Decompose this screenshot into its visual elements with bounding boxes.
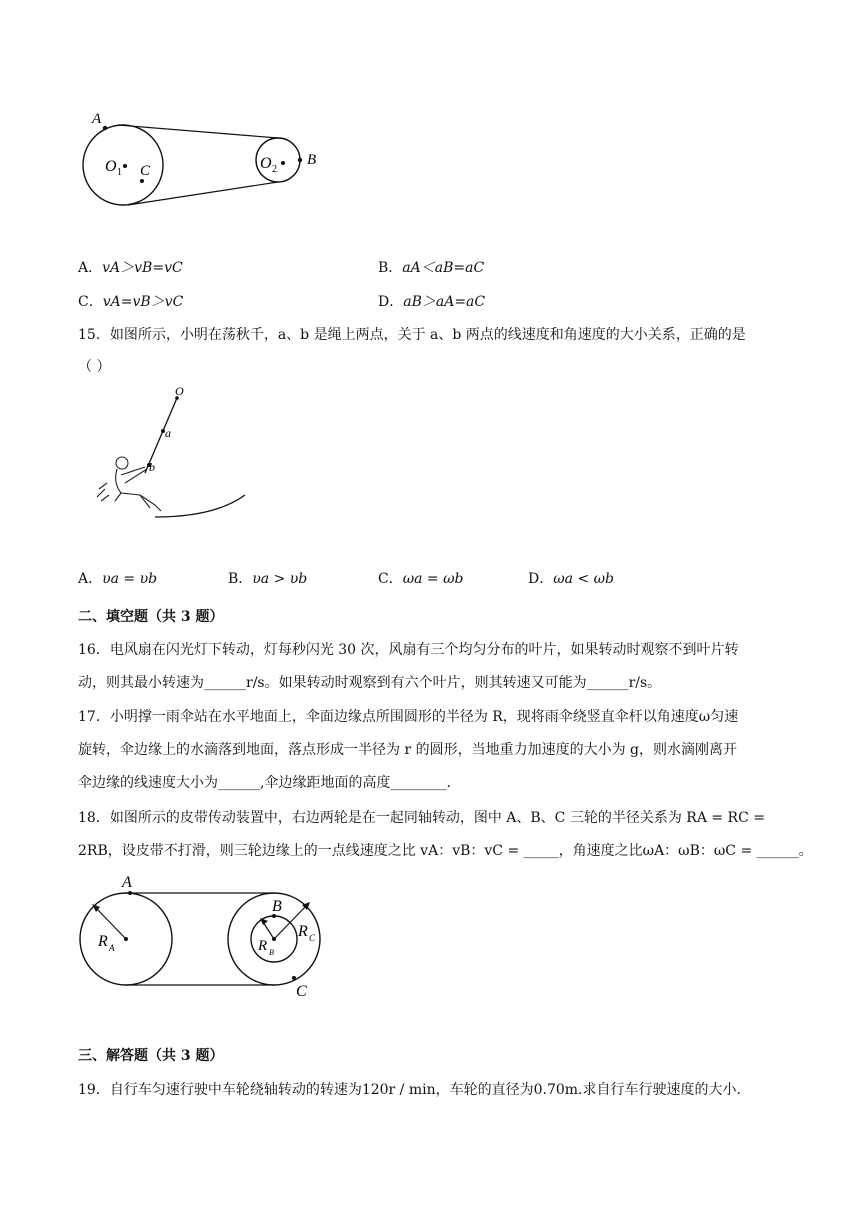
label-a: A [92, 111, 102, 127]
q17-line1: 17．小明撑一雨伞站在水平地面上，伞面边缘点所围圆形的半径为 R，现将雨伞绕竖直伞杆以角速度ω匀速 [78, 709, 739, 725]
belt-top [118, 125, 278, 138]
label-o: O [175, 384, 184, 398]
label-o1-sub: 1 [117, 167, 122, 178]
label-o2: O [260, 155, 272, 172]
swing-arc [155, 495, 245, 517]
label-a: A [122, 874, 132, 891]
q14-option-d[interactable]: D．aB＞aA=aC [378, 294, 486, 310]
point-b [298, 158, 302, 162]
q15-stem-line1: 15．如图所示，小明在荡秋千，a、b 是绳上两点，关于 a、b 两点的线速度和角速度的大小关系，正确的是 [78, 327, 746, 343]
point-o1 [123, 164, 127, 168]
q14-pulley-figure [78, 108, 328, 213]
pulley-o1 [83, 125, 163, 205]
q14-option-c[interactable]: C．vA=vB＞vC [78, 294, 184, 310]
point-c [140, 179, 144, 183]
section-3-heading: 三、解答题（共 3 题） [78, 1048, 224, 1064]
q15-option-a[interactable]: A．υa = υb [78, 571, 158, 587]
q14-option-a[interactable]: A．vA＞vB=vC [78, 260, 183, 276]
q15-option-d[interactable]: D．ωa < ωb [528, 571, 615, 587]
point-a [103, 126, 107, 130]
label-c: C [296, 983, 307, 1000]
q17-line3: 伞边缘的线速度大小为______,伞边缘距地面的高度________. [78, 775, 451, 791]
label-b: B [272, 898, 282, 915]
q17-line2: 旋转，伞边缘上的水滴落到地面，落点形成一半径为 r 的圆形，当地重力加速度的大小为 g，则水滴刚离开 [78, 742, 738, 758]
label-rc-sub: C [309, 933, 316, 943]
point-c [292, 976, 296, 980]
label-a: a [165, 426, 171, 440]
label-b: B [307, 152, 317, 168]
q18-line1: 18．如图所示的皮带传动装置中，右边两轮是在一起同轴转动，图中 A、B、C 三轮的半径关系为 RA = RC = [78, 810, 765, 826]
q15-swing-figure [95, 383, 255, 523]
q18-belt-figure [78, 872, 338, 1002]
section-2-heading: 二、填空题（共 3 题） [78, 609, 224, 625]
q15-stem-line2: （ ） [78, 359, 111, 375]
point-o2 [281, 161, 285, 165]
q16-line1: 16．电风扇在闪光灯下转动，灯每秒闪光 30 次，风扇有三个均匀分布的叶片，如果转动时观察不到叶片转 [78, 642, 739, 658]
label-ra: R [98, 933, 108, 950]
label-c: C [140, 163, 151, 179]
label-o1: O [105, 158, 117, 175]
label-o2-sub: 2 [272, 164, 277, 175]
label-rc: R [298, 923, 308, 940]
label-rb: R [258, 938, 268, 954]
radius-b [263, 922, 274, 939]
q14-option-b[interactable]: B．aA＜aB=aC [378, 260, 485, 276]
q15-option-b[interactable]: B．υa > υb [228, 571, 308, 587]
q16-line2: 动，则其最小转速为______r/s。如果转动时观察到有六个叶片，则其转速又可能为______r/s。 [78, 675, 662, 691]
point-a [128, 891, 132, 895]
q18-line2: 2RB，设皮带不打滑，则三轮边缘上的一点线速度之比 vA：vB：vC = _____，角速度之比ωA：ωB：ωC = ______。 [78, 843, 813, 859]
q15-option-c[interactable]: C．ωa = ωb [378, 571, 464, 587]
label-b: b [149, 460, 155, 474]
label-ra-sub: A [109, 943, 115, 953]
label-rb-sub: B [269, 948, 274, 957]
q19-line1: 19．自行车匀速行驶中车轮绕轴转动的转速为120r / min，车轮的直径为0.70m.求自行车行驶速度的大小. [78, 1082, 741, 1098]
